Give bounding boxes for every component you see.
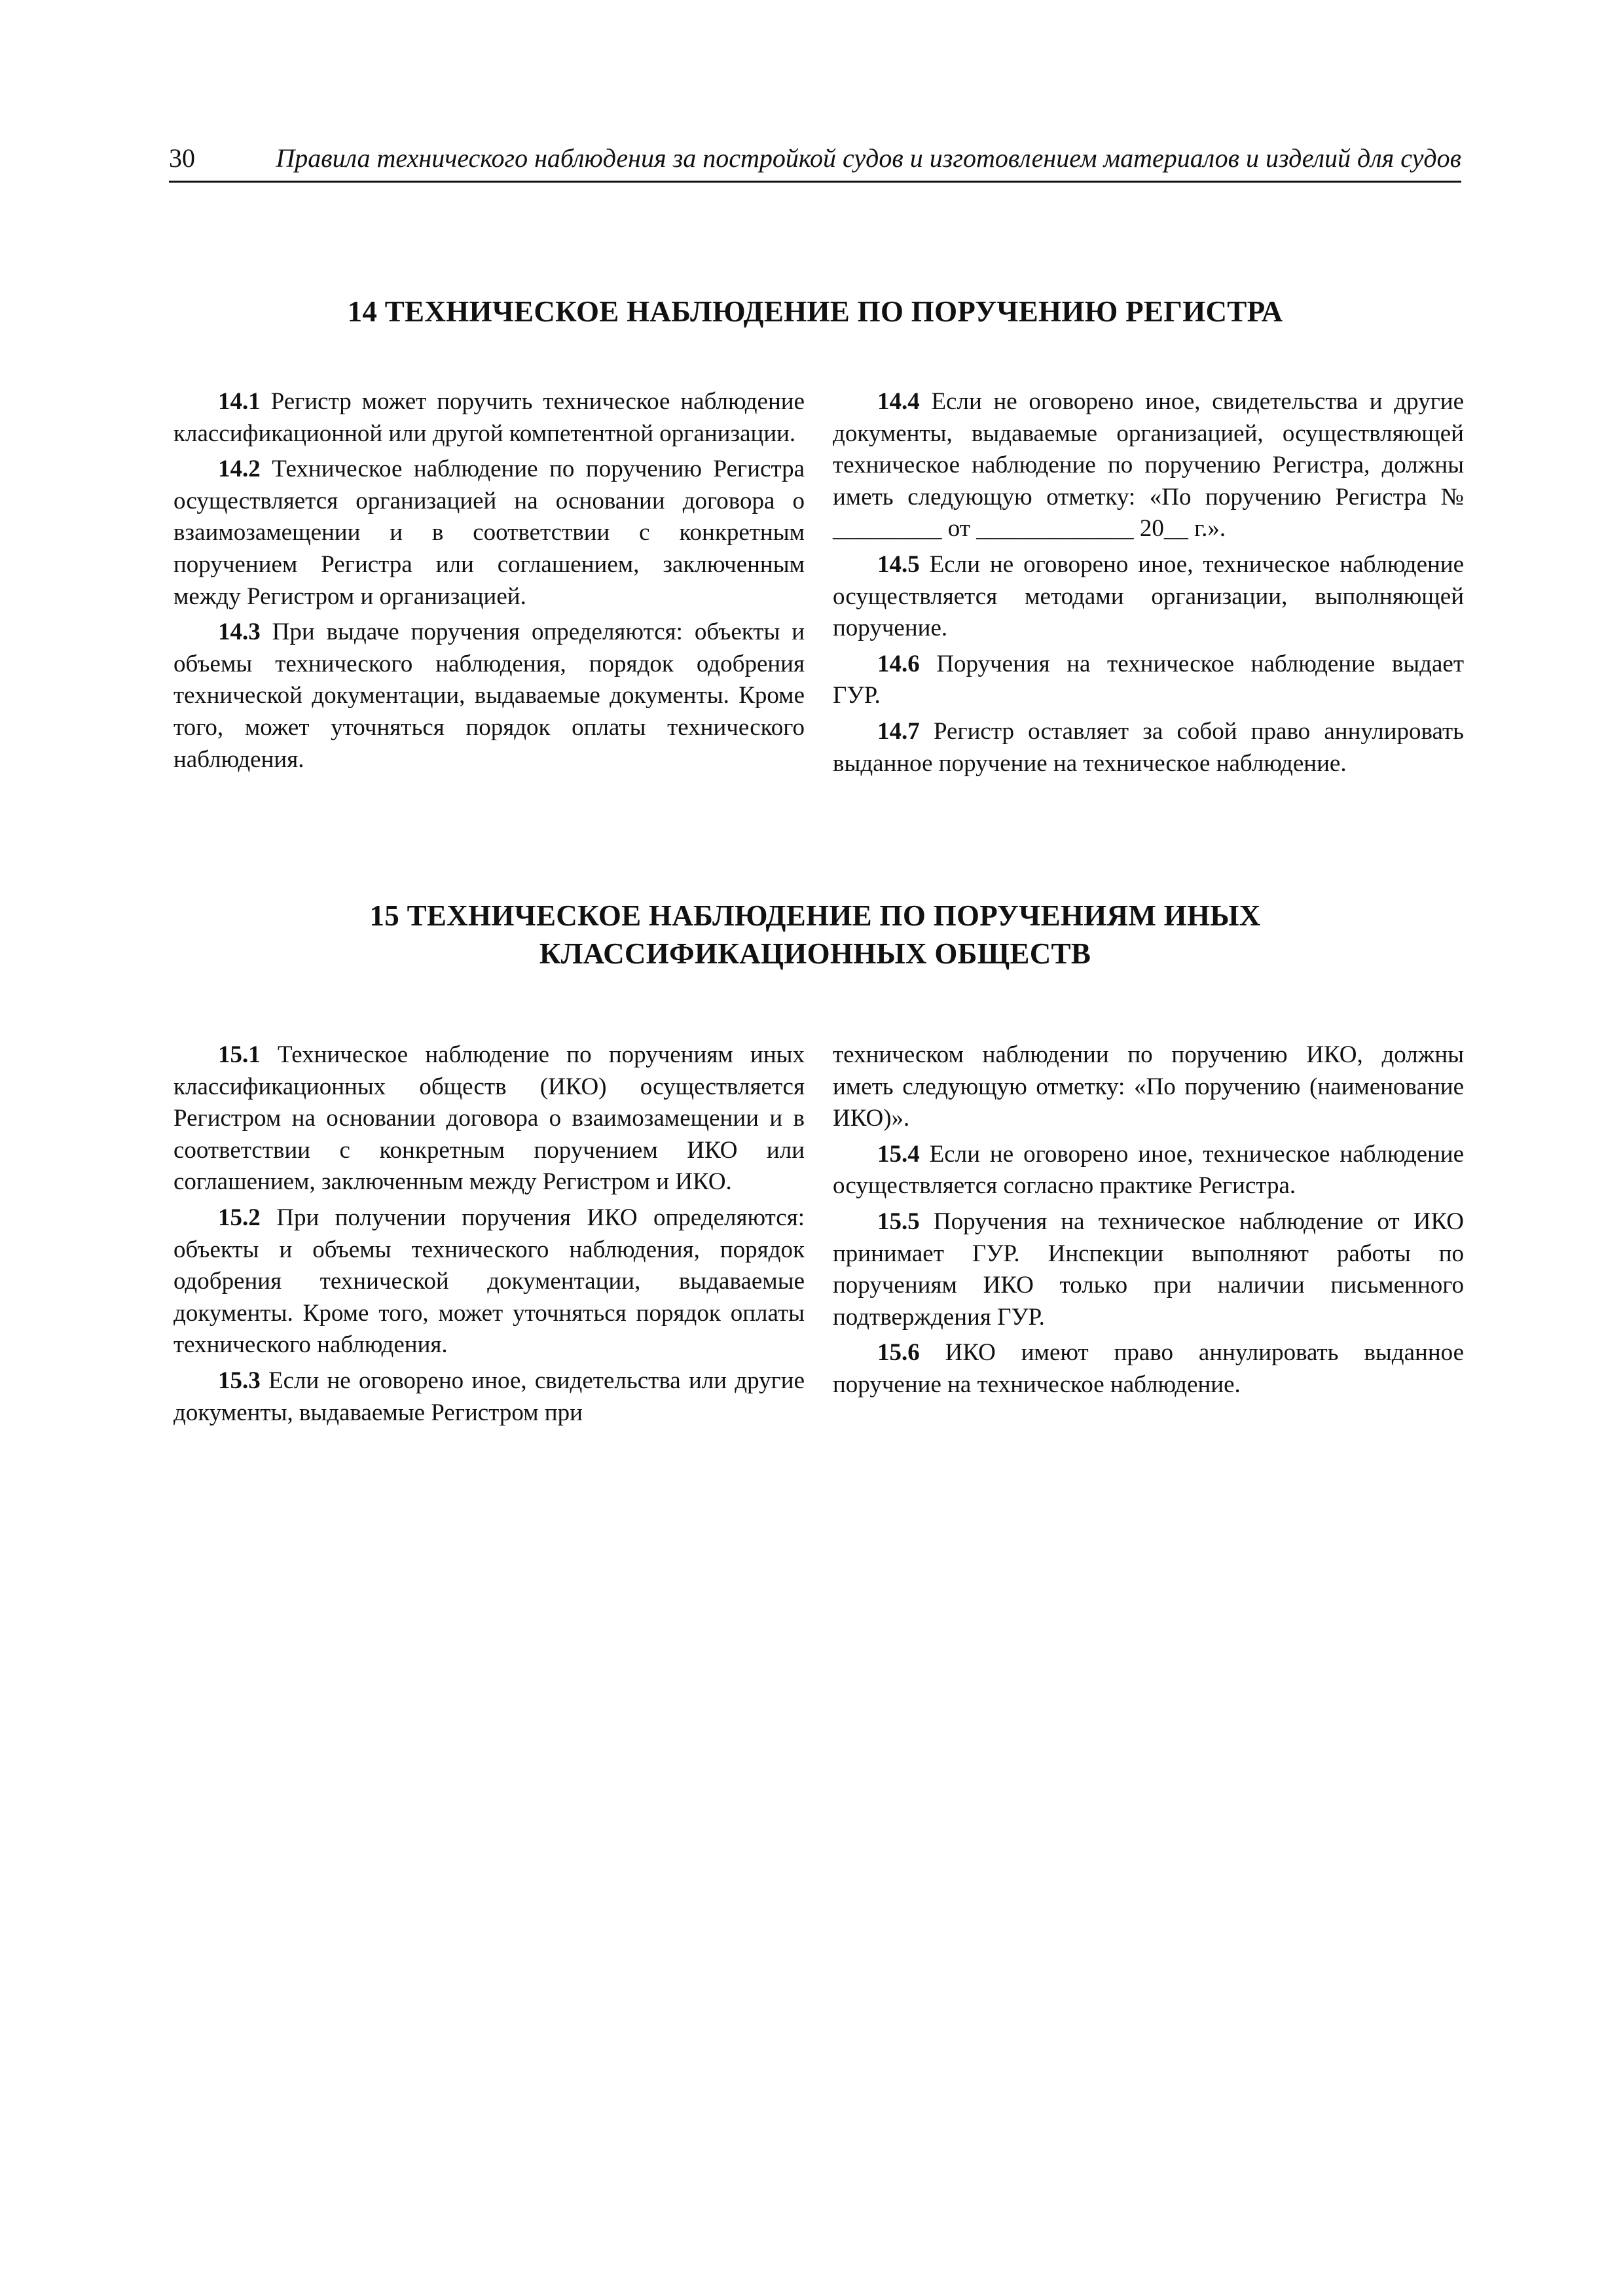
- paragraph-15-5: [833, 1206, 1464, 1333]
- paragraph-text: Поручения на техническое наблюдение от ИКО принимает ГУР. Инспекции выполняют работы по поручениям ИКО только при наличии письменного подтверждения ГУР.: [833, 1208, 1465, 1331]
- paragraph-text: Если не оговорено иное, техническое наблюдение осуществляется согласно практике Регистра.: [833, 1140, 1465, 1200]
- paragraph-15-6: [833, 1337, 1464, 1401]
- paragraph-number: 15.2: [218, 1204, 261, 1231]
- paragraph-number: 15.1: [218, 1041, 261, 1068]
- paragraph-text: ИКО имеют право аннулировать выданное поручение на техническое наблюдение.: [833, 1339, 1464, 1398]
- running-title: Правила технического наблюдения за постройкой судов и изготовлением материалов и изделий для судов: [276, 143, 1461, 173]
- paragraph-text: Если не оговорено иное, техническое наблюдение осуществляется методами организации, выполняющей поручение.: [833, 550, 1465, 642]
- paragraph-14-7: [833, 716, 1464, 780]
- paragraph-15-3: [173, 1365, 805, 1429]
- page-header: [169, 139, 1461, 183]
- section-15-title: [169, 897, 1461, 973]
- paragraph-15-2: [173, 1202, 805, 1361]
- paragraph-number: 14.1: [218, 388, 261, 415]
- paragraph-number: 14.3: [218, 619, 261, 646]
- paragraph-15-3-continued: [833, 1039, 1464, 1135]
- section-15-title-line-2: КЛАССИФИКАЦИОННЫХ ОБЩЕСТВ: [539, 937, 1091, 970]
- paragraph-number: 14.2: [218, 456, 261, 483]
- paragraph-number: 15.6: [877, 1339, 920, 1367]
- paragraph-text: Техническое наблюдение по поручению Регистра осуществляется организацией на основании договора о взаимозамещении и в соответствии с конкретным поручением Регистра или соглашением, заключенным между Регистром и организацией.: [173, 456, 805, 610]
- section-15-left-column: [173, 1039, 805, 1433]
- paragraph-text: При выдаче поручения определяются: объекты и объемы технического наблюдения, порядок одобрения технической документации, выдаваемые документы. Кроме того, может уточняться порядок оплаты технического наблюдения.: [173, 619, 805, 773]
- paragraph-15-4: [833, 1139, 1464, 1202]
- paragraph-number: 14.6: [877, 650, 920, 677]
- section-14-right-column: [833, 386, 1464, 783]
- paragraph-number: 15.4: [877, 1140, 920, 1168]
- paragraph-text: Если не оговорено иное, свидетельства и другие документы, выдаваемые организацией, осуществляющей техническое наблюдение по поручению Регистра, должны иметь следующую отметку: «По поручению Регистра № _________ от _____________ 20__ г.».: [833, 388, 1464, 543]
- paragraph-14-6: [833, 649, 1464, 712]
- section-15-right-column: [833, 1039, 1464, 1405]
- paragraph-15-1: [173, 1039, 805, 1198]
- paragraph-text: Поручения на техническое наблюдение выдает ГУР.: [833, 650, 1465, 709]
- paragraph-text: Если не оговорено иное, свидетельства или другие документы, выдаваемые Регистром при: [173, 1367, 805, 1426]
- paragraph-number: 14.7: [877, 717, 920, 745]
- paragraph-14-3: [173, 617, 805, 776]
- paragraph-text: Регистр может поручить техническое наблюдение классификационной или другой компетентной организации.: [173, 388, 805, 447]
- paragraph-number: 15.5: [877, 1208, 920, 1235]
- paragraph-text: Техническое наблюдение по поручениям иных классификационных обществ (ИКО) осуществляется Регистром на основании договора о взаимозамещении и в соответствии с конкретным поручением ИКО или соглашением, заключенным между Регистром и ИКО.: [173, 1041, 805, 1196]
- paragraph-text: При получении поручения ИКО определяются: объекты и объемы технического наблюдения, порядок одобрения технической документации, выдаваемые документы. Кроме того, может уточняться порядок оплаты технического наблюдения.: [173, 1204, 805, 1359]
- section-15-title-line-1: 15 ТЕХНИЧЕСКОЕ НАБЛЮДЕНИЕ ПО ПОРУЧЕНИЯМ ИНЫХ: [369, 899, 1261, 932]
- paragraph-text: техническом наблюдении по поручению ИКО, должны иметь следующую отметку: «По поручению (наименование ИКО)».: [833, 1041, 1464, 1132]
- page-number: 30: [169, 143, 195, 173]
- paragraph-text: Регистр оставляет за собой право аннулировать выданное поручение на техническое наблюдение.: [833, 717, 1465, 777]
- section-14-left-column: [173, 386, 805, 780]
- paragraph-number: 14.4: [877, 388, 920, 415]
- section-14-title: 14 ТЕХНИЧЕСКОЕ НАБЛЮДЕНИЕ ПО ПОРУЧЕНИЮ РЕГИСТРА: [347, 295, 1283, 328]
- paragraph-number: 15.3: [218, 1367, 261, 1394]
- paragraph-14-5: [833, 549, 1464, 645]
- paragraph-14-2: [173, 454, 805, 613]
- paragraph-number: 14.5: [877, 550, 920, 578]
- paragraph-14-1: [173, 386, 805, 450]
- paragraph-14-4: [833, 386, 1464, 545]
